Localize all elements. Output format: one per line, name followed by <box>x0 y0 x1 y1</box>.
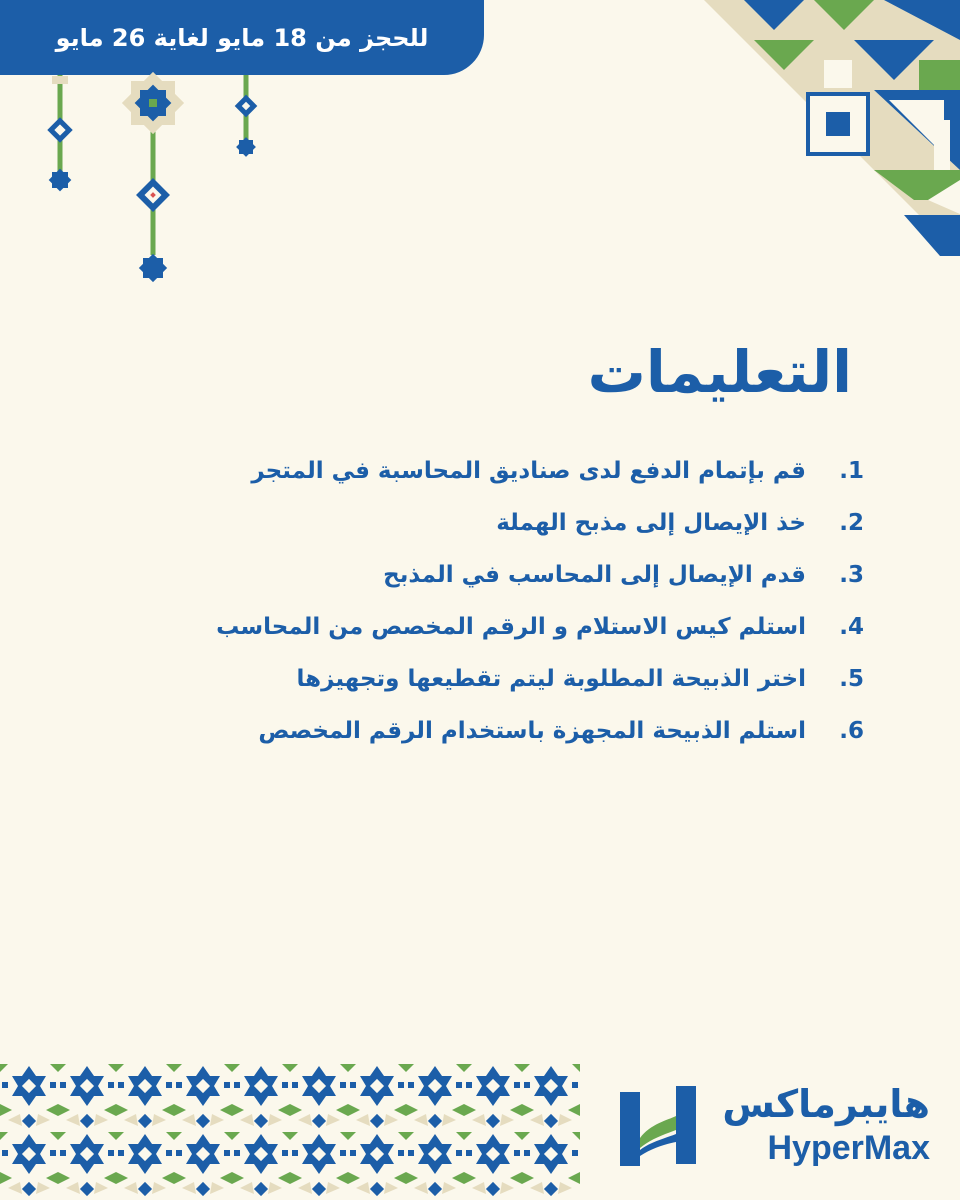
step-text: قدم الإيصال إلى المحاسب في المذبح <box>383 562 806 588</box>
step-text: استلم الذبيحة المجهزة باستخدام الرقم المخصص <box>258 718 806 744</box>
step-text: استلم كيس الاستلام و الرقم المخصص من المحاسب <box>216 614 806 640</box>
logo-english-text: HyperMax <box>767 1129 930 1167</box>
list-item <box>144 549 864 601</box>
list-item <box>144 445 864 497</box>
step-number: 4. <box>839 614 864 640</box>
instructions-list <box>144 445 864 757</box>
step-number: 2. <box>839 510 864 536</box>
bottom-geometric-pattern <box>0 1064 580 1200</box>
banner-text: للحجز من 18 مايو لغاية 26 مايو <box>55 23 429 52</box>
step-text: قم بإتمام الدفع لدى صناديق المحاسبة في المتجر <box>251 458 806 484</box>
list-item <box>144 497 864 549</box>
hanging-ornaments <box>0 0 300 300</box>
corner-geometric-pattern <box>704 0 960 256</box>
step-text: اختر الذبيحة المطلوبة ليتم تقطيعها وتجهيزها <box>296 666 806 692</box>
step-text: خذ الإيصال إلى مذبح الهملة <box>496 510 806 536</box>
list-item <box>144 653 864 705</box>
step-number: 6. <box>839 718 864 744</box>
hypermax-logo-icon <box>620 1086 696 1170</box>
logo-arabic-text: هايبرماكس <box>722 1082 930 1126</box>
hypermax-logo <box>620 1082 930 1172</box>
list-item <box>144 601 864 653</box>
step-number: 3. <box>839 562 864 588</box>
step-number: 5. <box>839 666 864 692</box>
step-number: 1. <box>839 458 864 484</box>
list-item <box>144 705 864 757</box>
page-title: التعليمات <box>587 338 852 406</box>
